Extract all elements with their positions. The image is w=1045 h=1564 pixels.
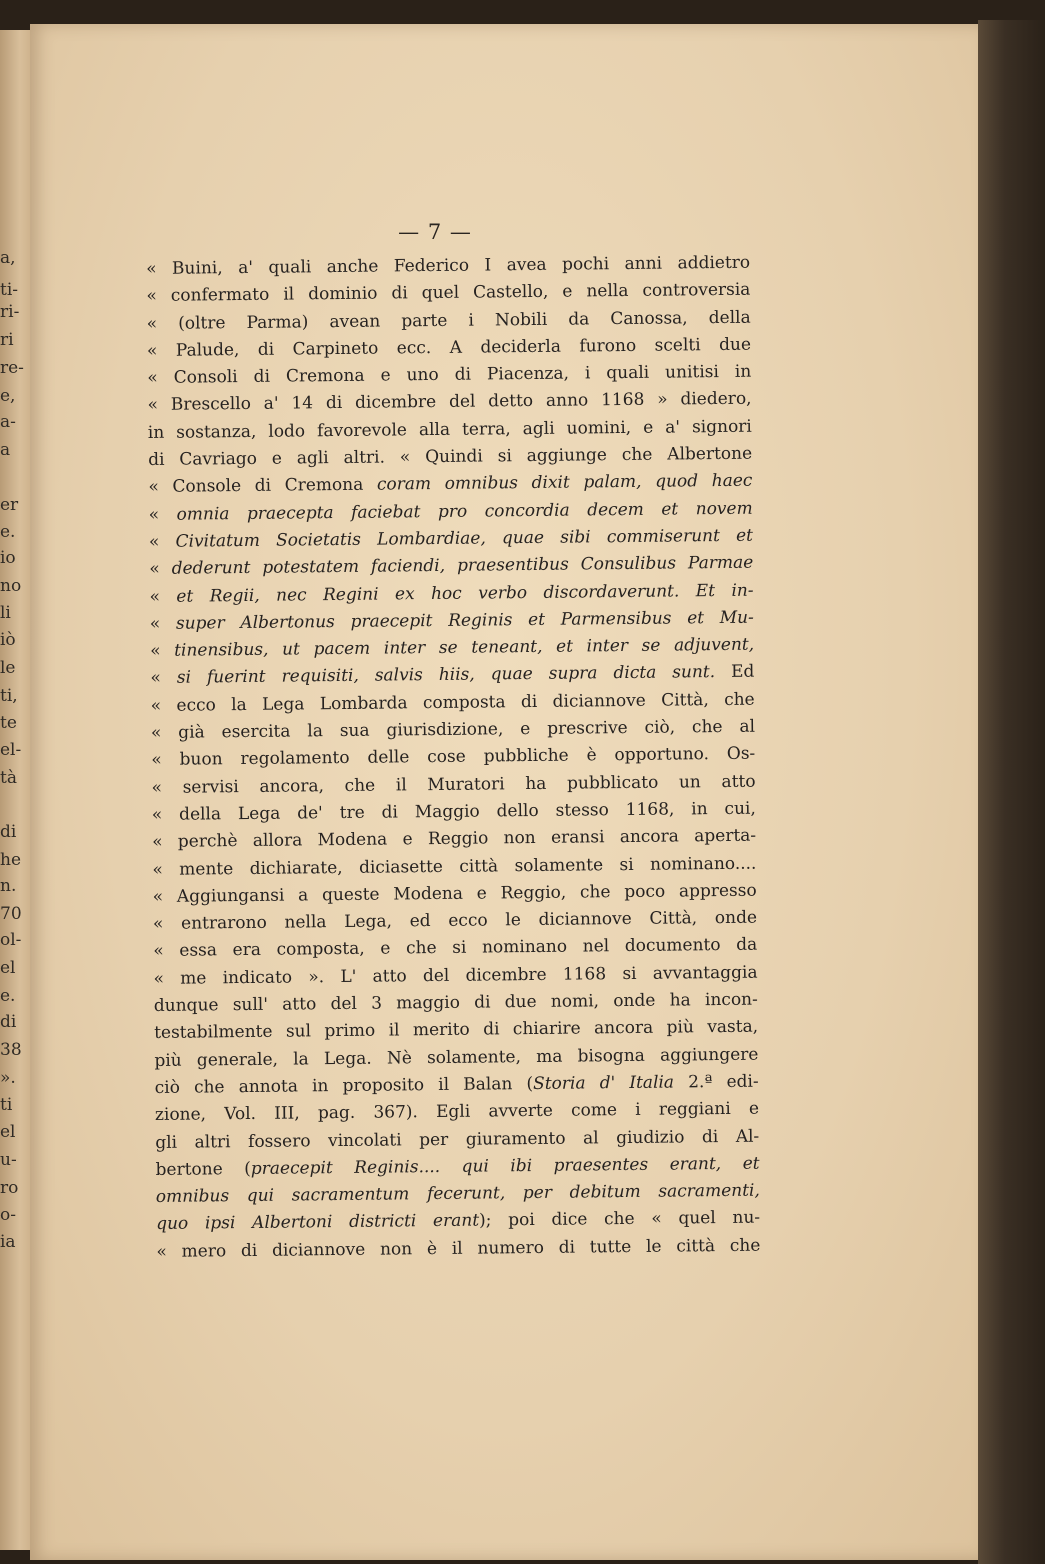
italic-segment: omnibus qui sacramentum fecerunt, per debitum sacramenti, <box>155 1180 760 1208</box>
page-number: — 7 — <box>398 220 472 244</box>
text-segment: « <box>150 640 175 662</box>
facing-page-fragment: er <box>0 495 19 515</box>
text-segment: zione, Vol. III, pag. 367). Egli avverte come i reggiani e <box>154 1098 760 1126</box>
text-segment: « mero di diciannove non è il numero di tutte le città che <box>156 1235 761 1262</box>
facing-page-fragment: ti, <box>0 686 18 706</box>
text-segment: « <box>149 586 177 607</box>
page-body-text <box>146 250 761 1266</box>
italic-segment: Civitatum Societatis Lombardiae, quae sibi commiserunt et <box>175 525 754 552</box>
text-segment: più generale, la Lega. Nè solamente, ma bisogna aggiungere <box>154 1044 759 1071</box>
italic-segment: Storia d' Italia <box>533 1072 675 1094</box>
facing-page-fragment: e. <box>0 522 16 542</box>
text-segment: « Console di Cremona <box>148 474 378 498</box>
text-segment: « Palude, di Carpineto ecc. A deciderla furono scelti due <box>146 334 752 361</box>
facing-page-fragment: di <box>0 822 17 842</box>
facing-page-fragment: le <box>0 658 16 678</box>
facing-page-fragment: ri <box>0 330 14 350</box>
italic-segment: omnia praecepta faciebat pro concordia decem et novem <box>176 498 753 525</box>
text-segment: « confermato il dominio di quel Castello, e nella controversia <box>146 279 751 307</box>
facing-page-fragment: ia <box>0 1232 16 1252</box>
facing-page-fragment: he <box>0 850 22 870</box>
text-segment: « (oltre Parma) avean parte i Nobili da Canossa, della <box>146 307 751 334</box>
text-segment: « Aggiungansi a queste Modena e Reggio, che poco appresso <box>152 880 757 907</box>
facing-page-fragment: di <box>0 1012 17 1032</box>
text-segment: « Buini, a' quali anche Federico I avea pochi anni addietro <box>146 252 751 279</box>
text-line <box>156 1232 760 1266</box>
facing-page-fragment: ri- <box>0 302 20 322</box>
facing-page-fragment: n. <box>0 876 17 896</box>
facing-page-fragment: el <box>0 958 16 978</box>
italic-segment: dederunt potestatem faciendi, praesentibus Consulibus Parmae <box>171 552 754 580</box>
facing-page-fragment: iò <box>0 630 16 650</box>
page-gutter-shadow <box>978 20 1045 1564</box>
text-segment: « Consoli di Cremona e uno di Piacenza, i quali unitisi in <box>147 361 752 389</box>
italic-segment: quo ipsi Albertoni districti erant <box>156 1210 480 1235</box>
italic-segment: tinensibus, ut pacem inter se teneant, et inter se adjuvent, <box>174 634 755 661</box>
italic-segment: praecepit Reginis.... qui ibi praesentes erant, et <box>250 1153 760 1179</box>
facing-page-fragment: ti- <box>0 280 19 300</box>
text-segment: « me indicato ». L' atto del dicembre 1168 si avvantaggia <box>153 962 758 989</box>
facing-page-fragment: el- <box>0 740 22 760</box>
text-segment: 2.ª edi- <box>673 1071 759 1093</box>
italic-segment: si fuerint requisiti, salvis hiis, quae supra dicta sunt. <box>176 662 716 689</box>
facing-page-fragment: te <box>0 713 17 733</box>
facing-page-fragment: e, <box>0 386 16 406</box>
text-segment: « essa era composta, e che si nominano nel documento da <box>153 935 758 962</box>
text-segment: « servisi ancora, che il Muratori ha pubblicato un atto <box>151 771 756 798</box>
text-segment: di Cavriago e agli altri. « Quindi si aggiunge che Albertone <box>148 443 753 471</box>
facing-page-fragment: a <box>0 440 11 460</box>
facing-page-fragment: el <box>0 1122 16 1142</box>
text-segment: dunque sull' atto del 3 maggio di due nomi, onde ha incon- <box>153 989 758 1016</box>
text-segment: « <box>149 559 172 580</box>
text-segment: in sostanza, lodo favorevole alla terra, agli uomini, e a' signori <box>147 416 752 443</box>
facing-page-fragment: 70 <box>0 904 22 924</box>
text-segment: « buon regolamento delle cose pubbliche è opportuno. Os- <box>151 743 756 771</box>
facing-page-fragment: li <box>0 603 11 623</box>
facing-page-fragment: ol- <box>0 930 22 950</box>
text-segment: gli altri fossero vincolati per giuramento al giudizio di Al- <box>155 1126 760 1153</box>
text-segment: ciò che annota in proposito il Balan ( <box>154 1073 534 1098</box>
text-segment: « mente dichiarate, diciasette città solamente si nominano.... <box>152 853 757 880</box>
italic-segment: coram omnibus dixit palam, quod haec <box>376 471 753 495</box>
facing-page-fragment: io <box>0 548 16 568</box>
facing-page-fragment: a, <box>0 248 16 268</box>
facing-page-fragment: a- <box>0 412 16 432</box>
text-segment: « già esercita la sua giurisdizione, e prescrive ciò, che al <box>150 716 756 744</box>
text-segment: « <box>150 668 177 689</box>
text-segment: bertone ( <box>155 1158 251 1180</box>
facing-page-fragment: o- <box>0 1205 16 1225</box>
text-segment: ); poi dice che « quel nu- <box>479 1208 761 1231</box>
text-segment: « <box>148 504 177 525</box>
text-segment: « della Lega de' tre di Maggio dello stesso 1168, in cui, <box>151 798 756 825</box>
text-segment: « <box>149 613 177 634</box>
facing-page-fragment: e. <box>0 986 16 1006</box>
facing-page-fragment: re- <box>0 358 24 378</box>
text-segment: « entrarono nella Lega, ed ecco le diciannove Città, onde <box>152 907 758 935</box>
facing-page-fragment: 38 <box>0 1040 22 1060</box>
text-segment: « perchè allora Modena e Reggio non eransi ancora aperta- <box>152 825 757 853</box>
facing-page-fragment: ti <box>0 1095 13 1115</box>
book-page <box>30 24 980 1560</box>
facing-page-fragment: tà <box>0 768 17 788</box>
text-segment: « Brescello a' 14 di dicembre del detto anno 1168 » diedero, <box>147 389 752 416</box>
italic-segment: et Regii, nec Regini ex hoc verbo discordaverunt. Et in- <box>176 580 754 607</box>
facing-page-fragment: ». <box>0 1068 16 1088</box>
text-segment: testabilmente sul primo il merito di chiarire ancora più vasta, <box>154 1016 759 1044</box>
facing-page-fragment: ro <box>0 1178 19 1198</box>
facing-page-fragment: u- <box>0 1150 17 1170</box>
text-segment: « <box>148 531 176 552</box>
text-segment: « ecco la Lega Lombarda composta di diciannove Città, che <box>150 689 755 716</box>
italic-segment: super Albertonus praecepit Reginis et Parmensibus et Mu- <box>175 607 754 634</box>
facing-page-fragment: no <box>0 576 22 596</box>
text-segment: Ed <box>715 662 755 683</box>
